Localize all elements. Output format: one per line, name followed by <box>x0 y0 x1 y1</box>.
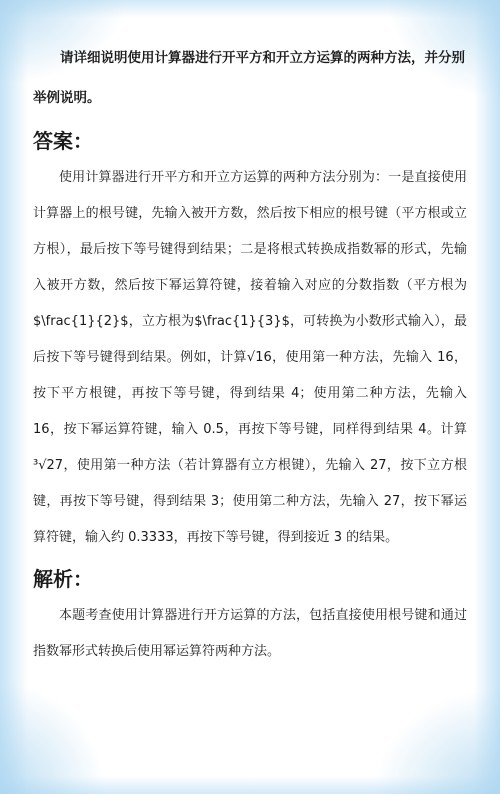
answer-text: 使用计算器进行开平方和开立方运算的两种方法分别为：一是直接使用计算器上的根号键，先输入被开方数，然后按下相应的根号键（平方根或立方根），最后按下等号键得到结果；二是将根式转换成指数幂的形式，先输入被开方数，然后按下幂运算符键，接着输入对应的分数指数（平方根为$\frac{1}{2}$，立方根为$\frac{1}{3}$，可转换为小数形式输入），最后按下等号键得到结果。例如，计算√16，使用第一种方法，先输入 16，按下平方根键，再按下等号键，得到结果 4；使用第二种方法，先输入 16，按下幂运算符键，输入 0.5，再按下等号键，同样得到结果 4。计算 ³√27，使用第一种方法（若计算器有立方根键），先输入 27，按下立方根键，再按下等号键，得到结果 3；使用第二种方法，先输入 27，按下幂运算符键，输入约 0.3333，再按下等号键，得到接近 3 的结果。 <box>33 170 467 545</box>
question-text: 请详细说明使用计算器进行开平方和开立方运算的两种方法，并分别举例说明。 <box>33 50 465 106</box>
answer-heading: 答案： <box>33 129 93 153</box>
document-body <box>33 38 467 670</box>
analysis-heading: 解析： <box>33 567 93 591</box>
analysis-text: 本题考查使用计算器进行开方运算的方法，包括直接使用根号键和通过指数幂形式转换后使用幂运算符两种方法。 <box>33 608 467 659</box>
